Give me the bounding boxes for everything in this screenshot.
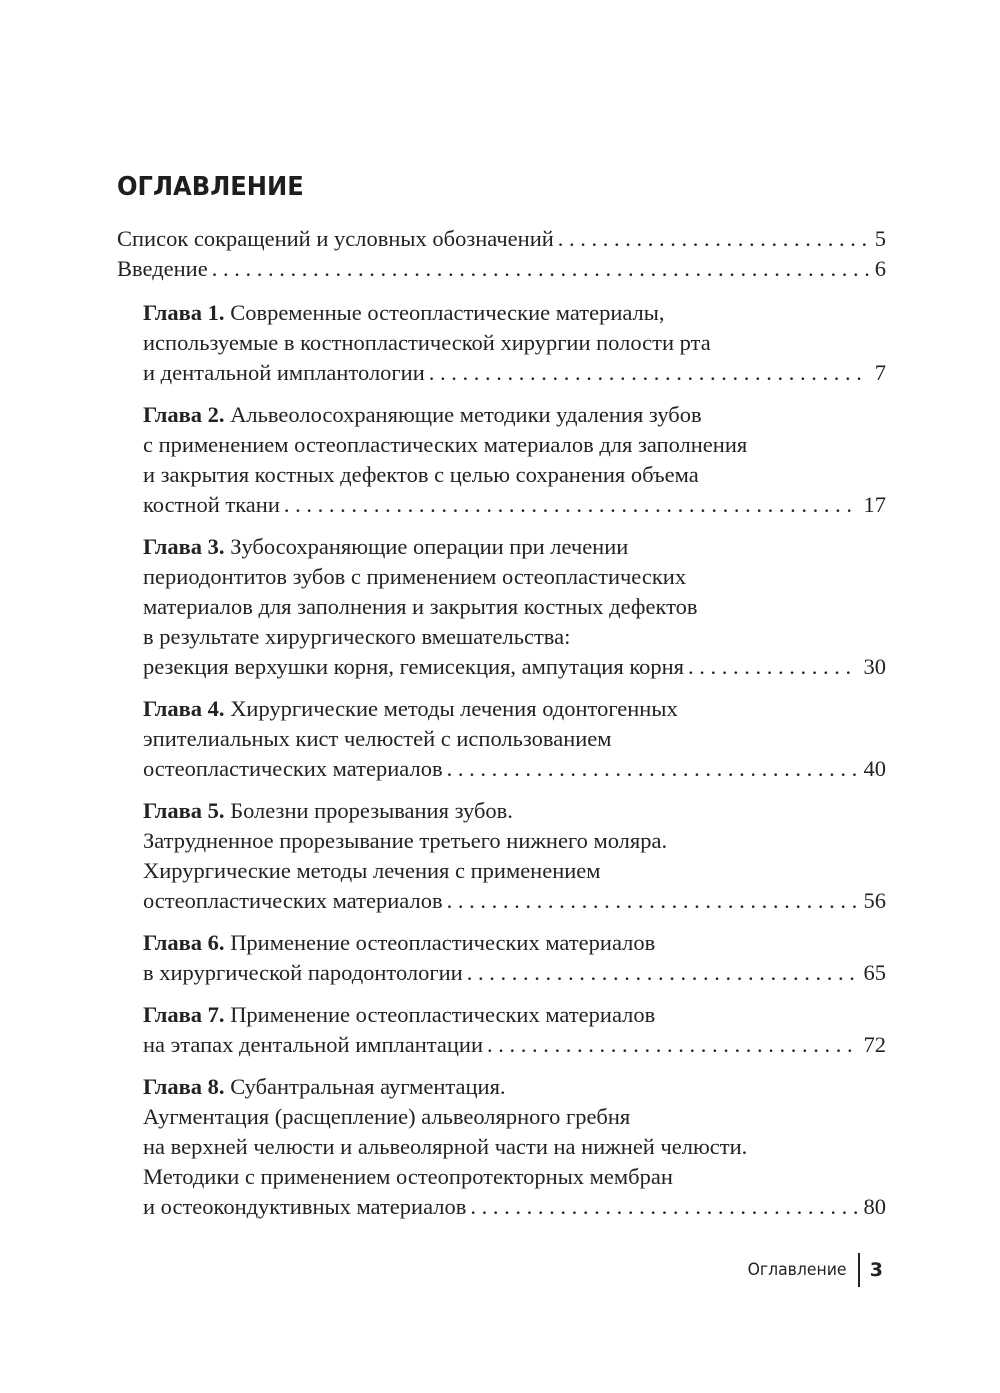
toc-line-text: Применение остеопластических материалов — [230, 1002, 656, 1027]
running-footer-section: Оглавление — [747, 1260, 847, 1280]
chapter-label: Глава 5. — [143, 798, 225, 823]
toc-line-text: Субантральная аугментация. — [230, 1074, 506, 1099]
dot-leader — [447, 754, 858, 784]
toc-line-text: на этапах дентальной имплантации — [143, 1032, 484, 1057]
toc-entry-last-line — [143, 886, 886, 916]
chapter-label: Глава 4. — [143, 696, 225, 721]
toc-chapter-entry[interactable] — [117, 796, 886, 916]
toc-entry-last-line — [143, 358, 886, 388]
dot-leader — [467, 958, 858, 988]
toc-line-text: Современные остеопластические материалы, — [230, 300, 665, 325]
toc-entry-last-line — [143, 1030, 886, 1060]
toc-entry[interactable] — [117, 224, 886, 254]
toc-entry-line — [143, 796, 886, 826]
toc-entry-line — [143, 1102, 886, 1132]
toc-entry-text — [143, 754, 443, 784]
toc-entry-line — [143, 1162, 886, 1192]
toc-entry-text — [117, 224, 554, 254]
toc-line-text: используемые в костнопластической хирургии полости рта — [143, 330, 711, 355]
toc-entry-last-line — [143, 754, 886, 784]
toc-entry-last-line — [117, 254, 886, 284]
toc-entry-last-line — [143, 1192, 886, 1222]
toc-page-number: 6 — [874, 256, 886, 281]
toc-entry-text — [143, 490, 280, 520]
toc-entry-line — [143, 328, 886, 358]
toc-line-text: Применение остеопластических материалов — [230, 930, 656, 955]
toc-entry-text — [143, 958, 463, 988]
toc-entry-line — [143, 1000, 886, 1030]
chapter-label: Глава 1. — [143, 300, 225, 325]
toc-line-text: и закрытия костных дефектов с целью сохранения объема — [143, 462, 699, 487]
toc-page-number: 65 — [863, 960, 886, 985]
dot-leader — [447, 886, 858, 916]
dot-leader — [284, 490, 858, 520]
toc-chapter-entry[interactable] — [117, 928, 886, 988]
toc-entry-line — [143, 298, 886, 328]
toc-entry-line — [143, 430, 886, 460]
toc-line-text: Аугментация (расщепление) альвеолярного гребня — [143, 1104, 631, 1129]
toc-entry-text — [143, 358, 425, 388]
dot-leader — [487, 1030, 857, 1060]
toc-line-text: остеопластических материалов — [143, 756, 443, 781]
toc-chapter-entry[interactable] — [117, 694, 886, 784]
toc-entry-line — [143, 928, 886, 958]
toc-line-text: периодонтитов зубов с применением остеопластических — [143, 564, 687, 589]
toc-chapter-entry[interactable] — [117, 298, 886, 388]
toc-chapter-entry[interactable] — [117, 1000, 886, 1060]
toc-line-text: Методики с применением остеопротекторных мембран — [143, 1164, 673, 1189]
toc-entry-last-line — [143, 958, 886, 988]
toc-entry-last-line — [143, 490, 886, 520]
toc-entry-text — [143, 1192, 466, 1222]
toc-entry-line — [143, 724, 886, 754]
page-footer — [738, 1253, 883, 1287]
toc-chapter-entry[interactable] — [117, 400, 886, 520]
toc-line-text: Альвеолосохраняющие методики удаления зубов — [230, 402, 702, 427]
toc-entry-line — [143, 532, 886, 562]
chapter-label: Глава 7. — [143, 1002, 225, 1027]
dot-leader — [212, 254, 869, 284]
toc-page-number: 80 — [863, 1194, 886, 1219]
toc-entry-text — [143, 1030, 483, 1060]
toc-line-text: материалов для заполнения и закрытия костных дефектов — [143, 594, 698, 619]
page-title: ОГЛАВЛЕНИЕ — [117, 172, 304, 202]
toc-line-text: с применением остеопластических материалов для заполнения — [143, 432, 748, 457]
footer-divider — [858, 1253, 860, 1287]
toc-line-text: в результате хирургического вмешательства: — [143, 624, 571, 649]
chapter-label: Глава 3. — [143, 534, 225, 559]
toc-entry-last-line — [117, 224, 886, 254]
toc-line-text: Зубосохраняющие операции при лечении — [230, 534, 629, 559]
toc-page-number: 5 — [874, 226, 886, 251]
toc-entry-line — [143, 856, 886, 886]
dot-leader — [558, 224, 869, 254]
toc-entry-line — [143, 592, 886, 622]
toc-page-number: 56 — [863, 888, 886, 913]
chapter-label: Глава 8. — [143, 1074, 225, 1099]
dot-leader — [470, 1192, 857, 1222]
toc-page-number: 7 — [874, 360, 886, 385]
toc-line-text: и остеокондуктивных материалов — [143, 1194, 467, 1219]
toc-page-number: 17 — [863, 492, 886, 517]
toc-entry-line — [143, 460, 886, 490]
toc-entry-line — [143, 622, 886, 652]
chapter-label: Глава 6. — [143, 930, 225, 955]
toc-entry-line — [143, 1132, 886, 1162]
page-number: 3 — [869, 1259, 883, 1281]
toc-page-number: 30 — [863, 654, 886, 679]
toc-entry-line — [143, 400, 886, 430]
dot-leader — [429, 358, 869, 388]
toc-chapter-entry[interactable] — [117, 1072, 886, 1222]
toc-line-text: Болезни прорезывания зубов. — [230, 798, 513, 823]
toc-chapter-entry[interactable] — [117, 532, 886, 682]
toc-entry-line — [143, 1072, 886, 1102]
toc-line-text: резекция верхушки корня, гемисекция, ампутация корня — [143, 654, 684, 679]
toc-line-text: остеопластических материалов — [143, 888, 443, 913]
toc-entry-line — [143, 562, 886, 592]
toc-line-text: в хирургической пародонтологии — [143, 960, 463, 985]
toc-line-text: Введение — [117, 256, 208, 281]
chapter-label: Глава 2. — [143, 402, 225, 427]
toc-line-text: Хирургические методы лечения одонтогенных — [230, 696, 678, 721]
toc-page-number: 40 — [863, 756, 886, 781]
table-of-contents — [117, 224, 886, 1234]
toc-line-text: Хирургические методы лечения с применением — [143, 858, 601, 883]
dot-leader — [688, 652, 858, 682]
toc-page-number: 72 — [863, 1032, 886, 1057]
toc-line-text: Затрудненное прорезывание третьего нижнего моляра. — [143, 828, 668, 853]
toc-entry-last-line — [143, 652, 886, 682]
toc-line-text: на верхней челюсти и альвеолярной части на нижней челюсти. — [143, 1134, 748, 1159]
toc-entry[interactable] — [117, 254, 886, 284]
toc-entry-line — [143, 826, 886, 856]
toc-line-text: эпителиальных кист челюстей с использованием — [143, 726, 612, 751]
toc-entry-line — [143, 694, 886, 724]
toc-entry-text — [143, 886, 443, 916]
toc-line-text: и дентальной имплантологии — [143, 360, 425, 385]
toc-entry-text — [143, 652, 684, 682]
toc-line-text: Список сокращений и условных обозначений — [117, 226, 554, 251]
toc-line-text: костной ткани — [143, 492, 280, 517]
toc-entry-text — [117, 254, 208, 284]
